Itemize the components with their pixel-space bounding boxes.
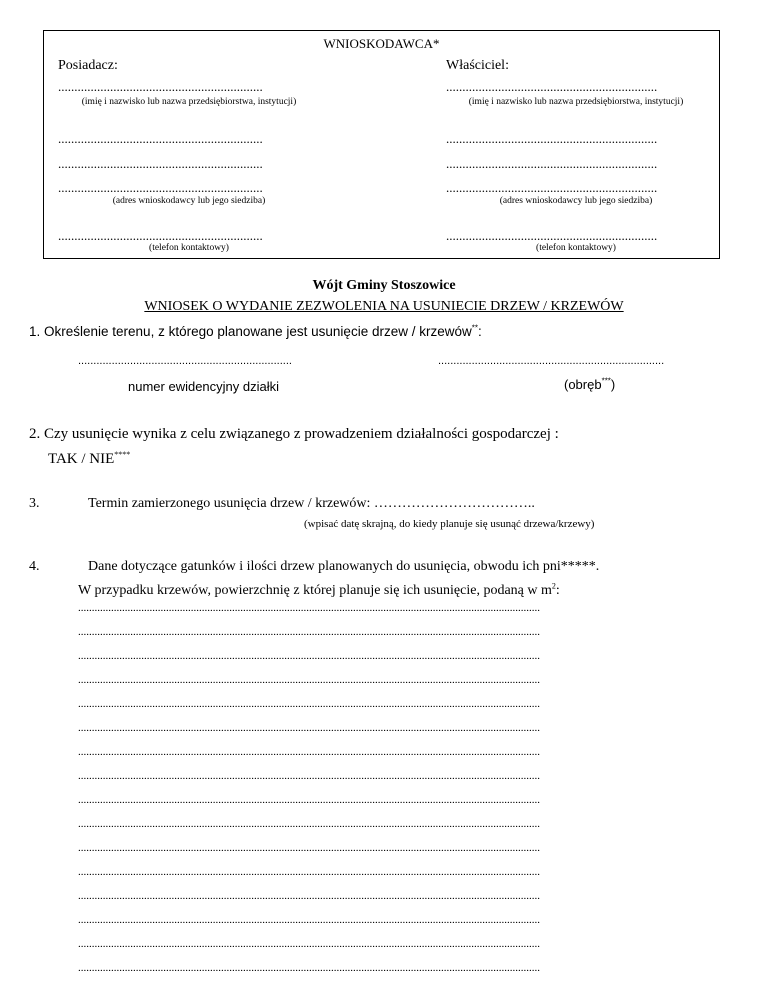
- section-4-line[interactable]: ........................................................................................................................................................................: [78, 890, 540, 902]
- section-4-line[interactable]: ........................................................................................................................................................................: [78, 938, 540, 950]
- parcel-number-field[interactable]: ......................................................................: [78, 355, 292, 367]
- owner-name-field[interactable]: .................................................................: [446, 79, 658, 94]
- section-4-line[interactable]: ........................................................................................................................................................................: [78, 626, 540, 638]
- section-3-text[interactable]: Termin zamierzonego usunięcia drzew / krzewów: ……………………………..: [88, 496, 535, 511]
- section-4-text2-main: W przypadku krzewów, powierzchnię z której planuje się ich usunięcie, podaną w m: [78, 583, 552, 598]
- section-4-text2-tail: :: [555, 583, 560, 598]
- precinct-field[interactable]: ..........................................................................: [438, 355, 665, 367]
- section-3-number: 3.: [29, 496, 40, 511]
- owner-address-caption: (adres wnioskodawcy lub jego siedziba): [499, 196, 653, 206]
- holder-address-line-2[interactable]: ...............................................................: [58, 156, 263, 171]
- section-4-line[interactable]: ........................................................................................................................................................................: [78, 650, 540, 662]
- section-4-line[interactable]: ........................................................................................................................................................................: [78, 794, 540, 806]
- holder-phone-caption: (telefon kontaktowy): [149, 243, 229, 253]
- holder-name-caption: (imię i nazwisko lub nazwa przedsiębiorstwa, instytucji): [81, 97, 297, 107]
- owner-phone-caption: (telefon kontaktowy): [536, 243, 616, 253]
- form-title: WNIOSEK O WYDANIE ZEZWOLENIA NA USUNIECIE DRZEW / KRZEWÓW: [144, 299, 624, 314]
- section-4-line[interactable]: ........................................................................................................................................................................: [78, 842, 540, 854]
- holder-name-field[interactable]: ...............................................................: [58, 79, 263, 94]
- parcel-number-caption: numer ewidencyjny działki: [128, 379, 280, 394]
- section-1-label: 1. Określenie terenu, z którego planowane jest usunięcie drzew / krzewów: [29, 324, 472, 339]
- section-1-tail: :: [477, 324, 482, 339]
- precinct-caption: [564, 377, 615, 392]
- holder-address-line-3[interactable]: ...............................................................: [58, 180, 263, 195]
- holder-address-line-1[interactable]: ...............................................................: [58, 131, 263, 146]
- precinct-caption-tail: ): [610, 377, 616, 392]
- section-4-line[interactable]: ........................................................................................................................................................................: [78, 698, 540, 710]
- addressee: Wójt Gminy Stoszowice: [312, 278, 456, 293]
- section-4-number: 4.: [29, 559, 40, 574]
- section-4-line[interactable]: ........................................................................................................................................................................: [78, 866, 540, 878]
- owner-name-caption: (imię i nazwisko lub nazwa przedsiębiorstwa, instytucji): [468, 97, 684, 107]
- section-4-line[interactable]: ........................................................................................................................................................................: [78, 962, 540, 974]
- section-4-line[interactable]: ........................................................................................................................................................................: [78, 602, 540, 614]
- section-4-line[interactable]: ........................................................................................................................................................................: [78, 674, 540, 686]
- owner-phone-field[interactable]: .................................................................: [446, 228, 658, 243]
- owner-address-line-2[interactable]: .................................................................: [446, 156, 658, 171]
- section-2-answer-sup: ****: [114, 450, 131, 459]
- section-4-line[interactable]: ........................................................................................................................................................................: [78, 914, 540, 926]
- owner-label: Właściciel:: [446, 58, 509, 73]
- section-4-text2-sup: 2: [551, 581, 556, 591]
- applicant-title: WNIOSKODAWCA*: [323, 36, 440, 51]
- section-1-sup: **: [471, 323, 478, 333]
- section-4-line[interactable]: ........................................................................................................................................................................: [78, 818, 540, 830]
- section-3-caption: (wpisać datę skrajną, do kiedy planuje się usunąć drzewa/krzewy): [304, 518, 595, 530]
- holder-phone-field[interactable]: ...............................................................: [58, 228, 263, 243]
- section-4-line[interactable]: ........................................................................................................................................................................: [78, 722, 540, 734]
- holder-address-caption: (adres wnioskodawcy lub jego siedziba): [112, 196, 266, 206]
- section-4-line[interactable]: ........................................................................................................................................................................: [78, 746, 540, 758]
- owner-address-line-3[interactable]: .................................................................: [446, 180, 658, 195]
- holder-label: Posiadacz:: [58, 58, 118, 73]
- precinct-caption-text: (obręb: [564, 377, 602, 392]
- owner-address-line-1[interactable]: .................................................................: [446, 131, 658, 146]
- section-1-text: [29, 324, 482, 339]
- section-2-text: 2. Czy usunięcie wynika z celu związanego z prowadzeniem działalności gospodarczej :: [29, 426, 559, 442]
- section-4-line[interactable]: ........................................................................................................................................................................: [78, 770, 540, 782]
- section-4-text: Dane dotyczące gatunków i ilości drzew planowanych do usunięcia, obwodu ich pni*****.: [88, 559, 600, 574]
- precinct-caption-sup: ***: [601, 376, 611, 386]
- section-2-answer[interactable]: [48, 451, 130, 468]
- section-4-text2: [78, 583, 560, 599]
- section-2-answer-text: TAK / NIE: [48, 451, 115, 467]
